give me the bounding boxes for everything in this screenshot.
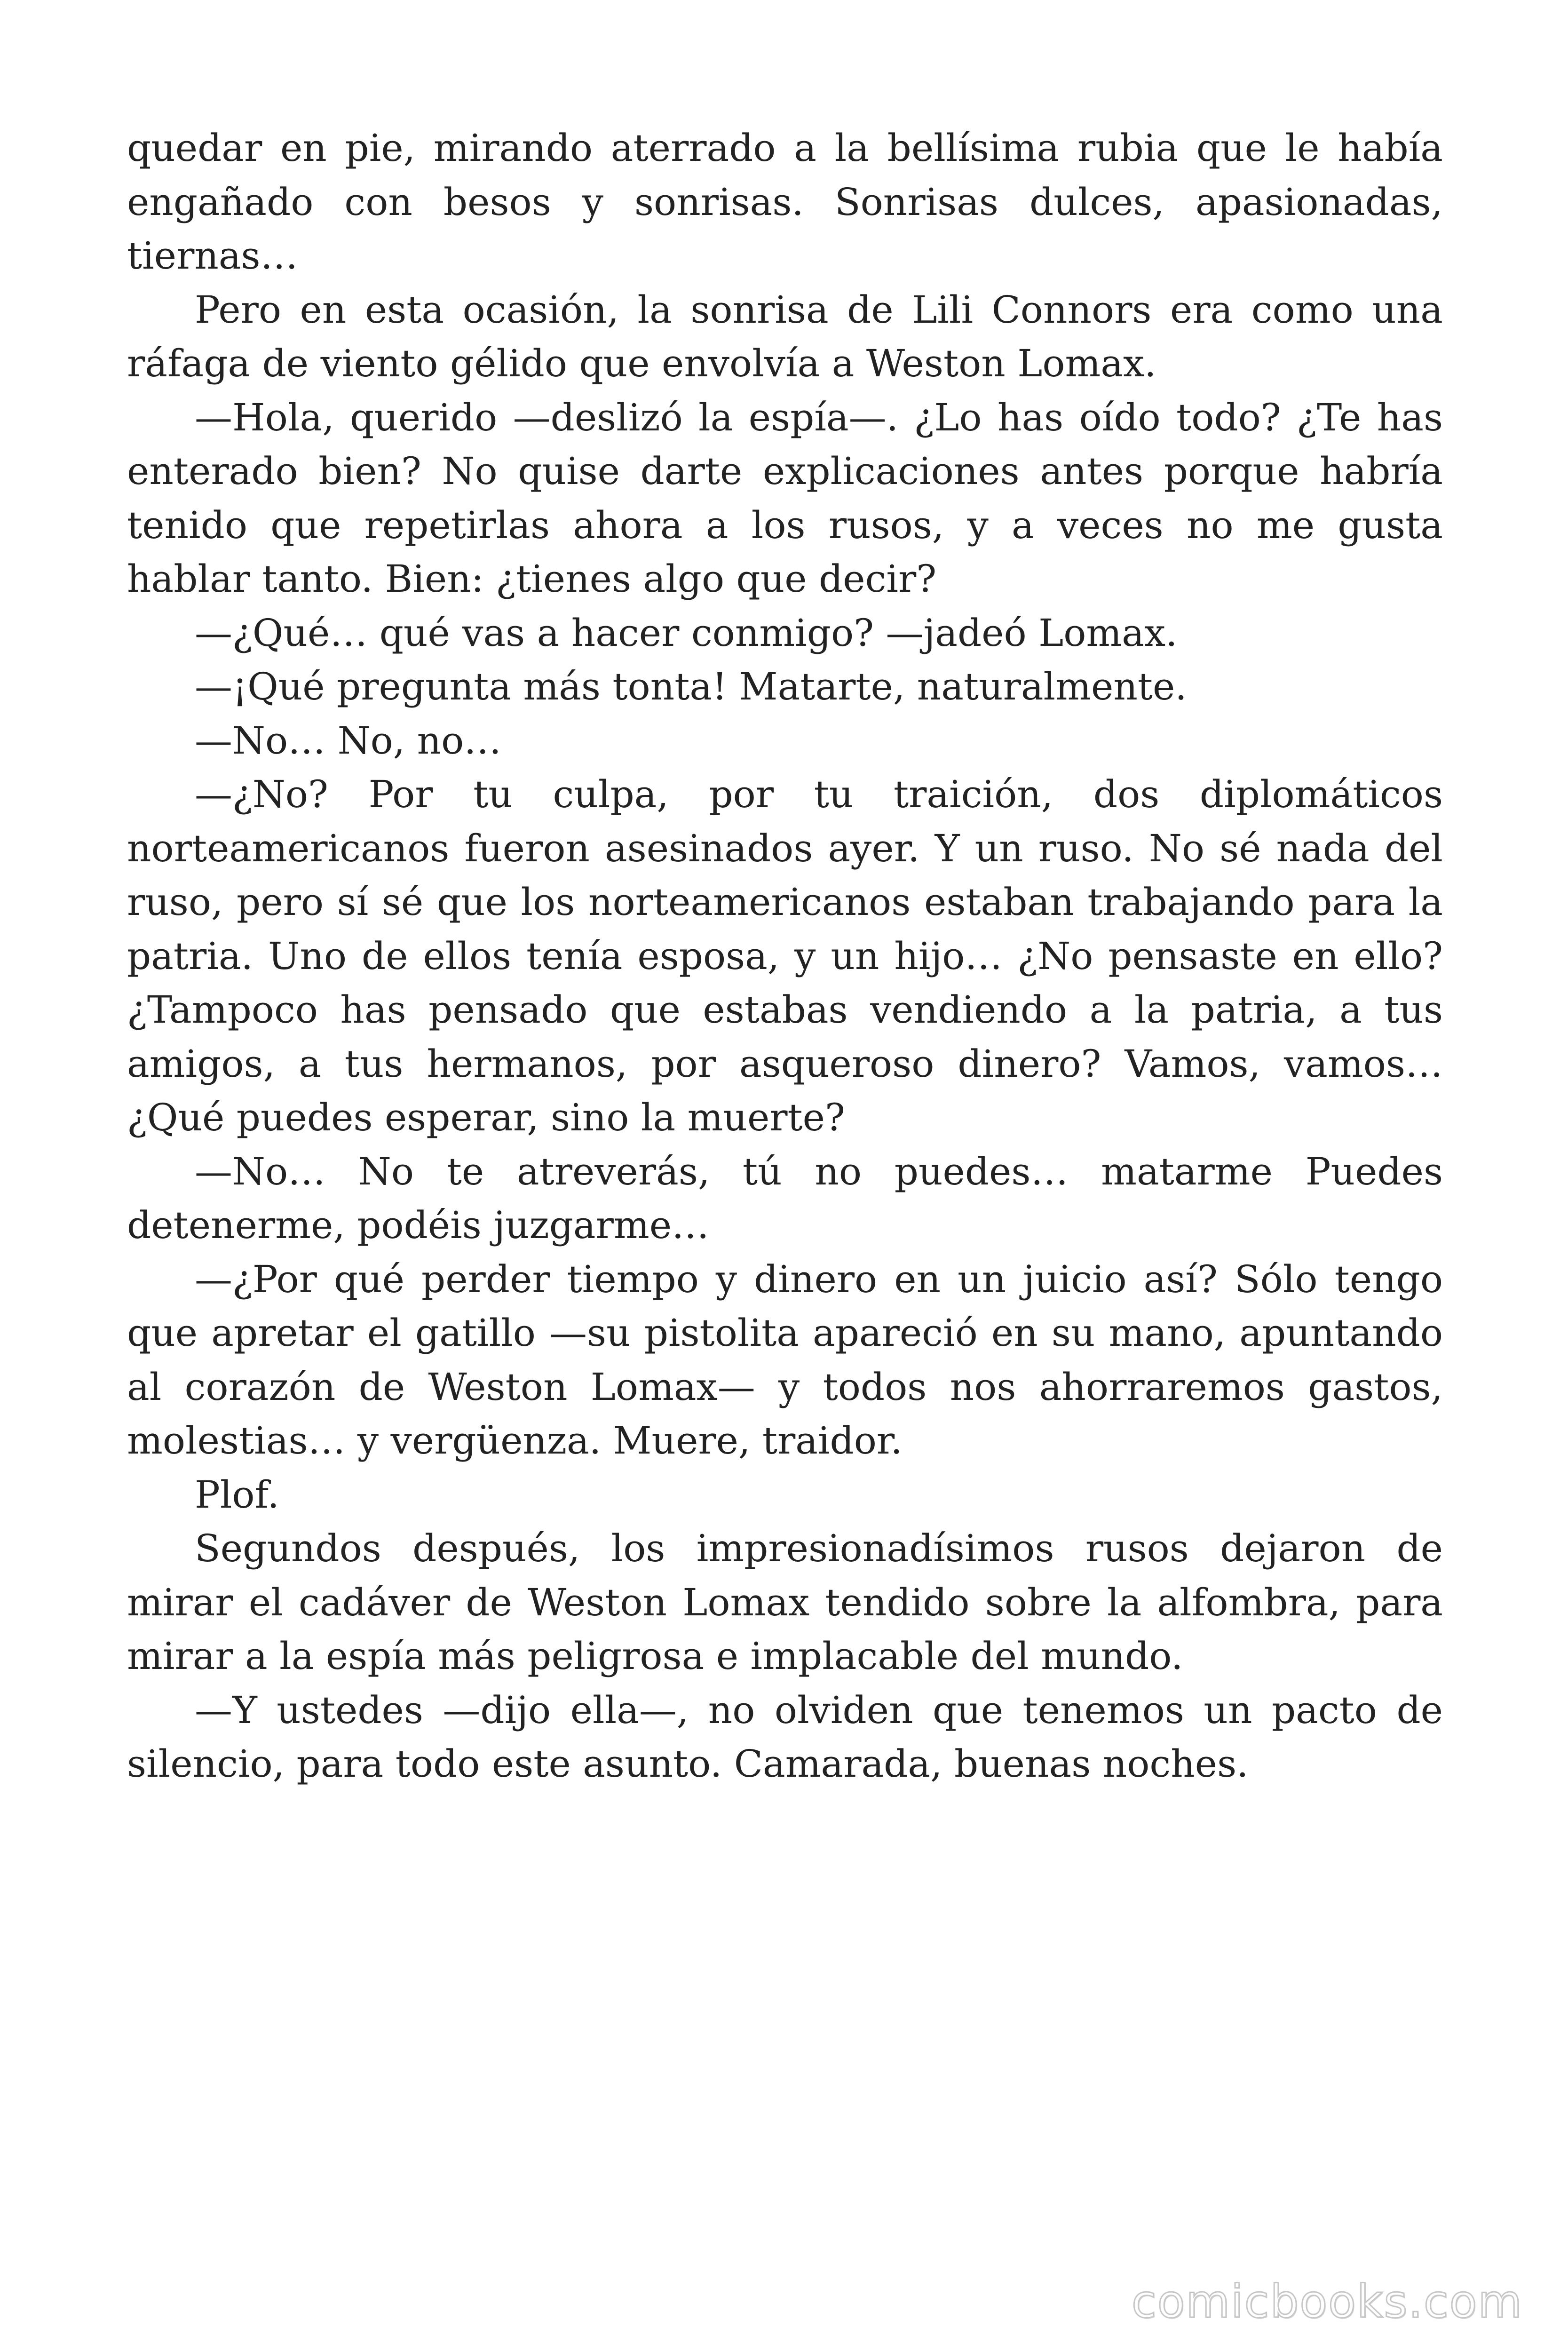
paragraph: —Y ustedes —dijo ella—, no olviden que tenemos un pacto de silencio, para todo este asunto. Camarada, buenas noches. — [127, 1688, 1443, 1786]
paragraph: —No… No, no… — [195, 718, 502, 763]
paragraph: —¿No? Por tu culpa, por tu traición, dos diplomáticos norteamericanos fueron asesinados ayer. Y un ruso. No sé nada del ruso, pero sí sé que los norteamericanos estaban trabajando para la patria. Uno de ellos tenía esposa, y un hijo… ¿No pensaste en ello? ¿Tampoco has pensado que estabas vendiendo a la patria, a tus amigos, a tus hermanos, por asqueroso dinero? Vamos, vamos… ¿Qué puedes esperar, sino la muerte? — [127, 772, 1443, 1139]
watermark: comicbooks.com — [1131, 2275, 1523, 2328]
paragraph: quedar en pie, mirando aterrado a la bellísima rubia que le había engañado con besos y sonrisas. Sonrisas dulces, apasionadas, tiernas… — [127, 126, 1443, 278]
paragraph: Segundos después, los impresionadísimos rusos dejaron de mirar el cadáver de Weston Lomax tendido sobre la alfombra, para mirar a la espía más peligrosa e implacable del mundo. — [127, 1526, 1443, 1678]
paragraph: Plof. — [195, 1472, 279, 1517]
paragraph: —¡Qué pregunta más tonta! Matarte, naturalmente. — [195, 665, 1187, 708]
paragraph: —Hola, querido —deslizó la espía—. ¿Lo has oído todo? ¿Te has enterado bien? No quise darte explicaciones antes porque habría tenido que repetirlas ahora a los rusos, y a veces no me gusta hablar tanto. Bien: ¿tienes algo que decir? — [127, 395, 1443, 601]
paragraph: —¿Qué… qué vas a hacer conmigo? —jadeó Lomax. — [195, 611, 1178, 655]
body-text — [127, 121, 1443, 1791]
paragraph: Pero en esta ocasión, la sonrisa de Lili Connors era como una ráfaga de viento gélido que envolvía a Weston Lomax. — [127, 287, 1443, 385]
paragraph: —No… No te atreverás, tú no puedes… matarme Puedes detenerme, podéis juzgarme… — [127, 1149, 1443, 1247]
paragraph: —¿Por qué perder tiempo y dinero en un juicio así? Sólo tengo que apretar el gatillo —su pistolita apareció en su mano, apuntando al corazón de Weston Lomax— y todos nos ahorraremos gastos, molestias… y vergüenza. Muere, traidor. — [127, 1257, 1443, 1462]
